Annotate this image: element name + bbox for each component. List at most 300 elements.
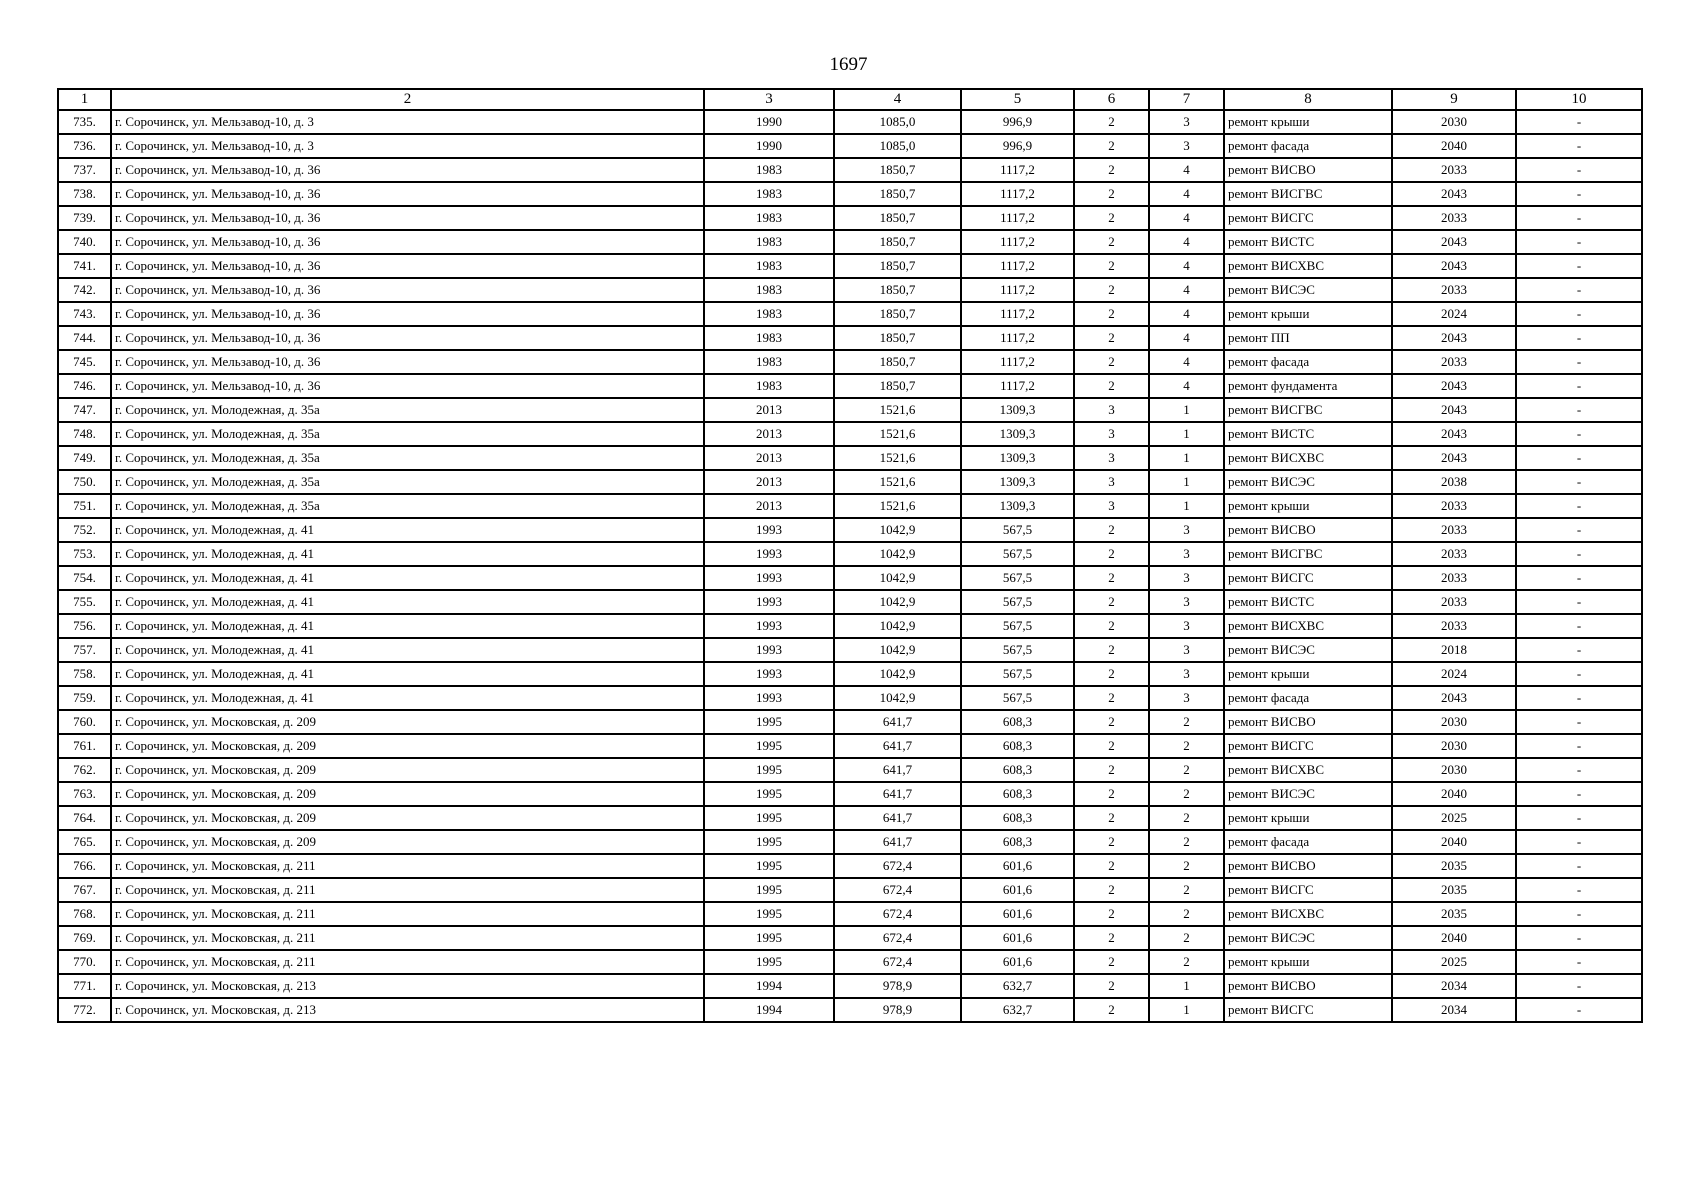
living-area-cell: 1309,3 (961, 398, 1074, 422)
planned-year-cell: 2035 (1392, 854, 1516, 878)
address-cell: г. Сорочинск, ул. Мельзавод-10, д. 36 (111, 326, 704, 350)
floors-cell: 2 (1074, 830, 1149, 854)
column-header: 4 (834, 89, 961, 110)
living-area-cell: 608,3 (961, 758, 1074, 782)
address-cell: г. Сорочинск, ул. Молодежная, д. 41 (111, 662, 704, 686)
planned-year-cell: 2034 (1392, 974, 1516, 998)
total-area-cell: 1042,9 (834, 638, 961, 662)
note-cell: - (1516, 206, 1642, 230)
note-cell: - (1516, 110, 1642, 134)
floors-cell: 2 (1074, 974, 1149, 998)
entrances-cell: 2 (1149, 830, 1224, 854)
floors-cell: 2 (1074, 926, 1149, 950)
work-type-cell: ремонт крыши (1224, 494, 1392, 518)
living-area-cell: 567,5 (961, 518, 1074, 542)
living-area-cell: 1117,2 (961, 206, 1074, 230)
year-cell: 1995 (704, 902, 834, 926)
total-area-cell: 1850,7 (834, 206, 961, 230)
living-area-cell: 601,6 (961, 854, 1074, 878)
planned-year-cell: 2043 (1392, 686, 1516, 710)
year-cell: 1990 (704, 110, 834, 134)
row-number-cell: 740. (58, 230, 111, 254)
planned-year-cell: 2030 (1392, 110, 1516, 134)
work-type-cell: ремонт фасада (1224, 686, 1392, 710)
address-cell: г. Сорочинск, ул. Молодежная, д. 41 (111, 590, 704, 614)
planned-year-cell: 2040 (1392, 134, 1516, 158)
floors-cell: 2 (1074, 734, 1149, 758)
row-number-cell: 737. (58, 158, 111, 182)
note-cell: - (1516, 422, 1642, 446)
planned-year-cell: 2043 (1392, 230, 1516, 254)
note-cell: - (1516, 734, 1642, 758)
year-cell: 1995 (704, 854, 834, 878)
floors-cell: 2 (1074, 182, 1149, 206)
address-cell: г. Сорочинск, ул. Молодежная, д. 35а (111, 494, 704, 518)
note-cell: - (1516, 638, 1642, 662)
table-row (58, 398, 1642, 422)
total-area-cell: 1042,9 (834, 614, 961, 638)
total-area-cell: 672,4 (834, 878, 961, 902)
floors-cell: 2 (1074, 590, 1149, 614)
row-number-cell: 766. (58, 854, 111, 878)
note-cell: - (1516, 518, 1642, 542)
total-area-cell: 1850,7 (834, 374, 961, 398)
entrances-cell: 2 (1149, 950, 1224, 974)
planned-year-cell: 2025 (1392, 950, 1516, 974)
address-cell: г. Сорочинск, ул. Московская, д. 211 (111, 950, 704, 974)
total-area-cell: 672,4 (834, 902, 961, 926)
total-area-cell: 1850,7 (834, 230, 961, 254)
year-cell: 1993 (704, 566, 834, 590)
note-cell: - (1516, 470, 1642, 494)
note-cell: - (1516, 806, 1642, 830)
address-cell: г. Сорочинск, ул. Московская, д. 209 (111, 758, 704, 782)
planned-year-cell: 2043 (1392, 182, 1516, 206)
table-row (58, 638, 1642, 662)
address-cell: г. Сорочинск, ул. Московская, д. 209 (111, 806, 704, 830)
living-area-cell: 1309,3 (961, 422, 1074, 446)
planned-year-cell: 2040 (1392, 782, 1516, 806)
year-cell: 1983 (704, 350, 834, 374)
work-type-cell: ремонт ВИСГВС (1224, 542, 1392, 566)
address-cell: г. Сорочинск, ул. Мельзавод-10, д. 36 (111, 206, 704, 230)
total-area-cell: 1042,9 (834, 662, 961, 686)
address-cell: г. Сорочинск, ул. Молодежная, д. 35а (111, 422, 704, 446)
address-cell: г. Сорочинск, ул. Молодежная, д. 35а (111, 446, 704, 470)
total-area-cell: 1042,9 (834, 566, 961, 590)
floors-cell: 3 (1074, 422, 1149, 446)
work-type-cell: ремонт ВИСГС (1224, 734, 1392, 758)
total-area-cell: 1850,7 (834, 182, 961, 206)
living-area-cell: 601,6 (961, 950, 1074, 974)
planned-year-cell: 2030 (1392, 734, 1516, 758)
note-cell: - (1516, 446, 1642, 470)
entrances-cell: 1 (1149, 470, 1224, 494)
note-cell: - (1516, 614, 1642, 638)
note-cell: - (1516, 998, 1642, 1022)
entrances-cell: 3 (1149, 542, 1224, 566)
floors-cell: 2 (1074, 710, 1149, 734)
floors-cell: 2 (1074, 854, 1149, 878)
living-area-cell: 632,7 (961, 998, 1074, 1022)
repair-schedule-table (57, 88, 1643, 1023)
note-cell: - (1516, 230, 1642, 254)
total-area-cell: 1521,6 (834, 494, 961, 518)
year-cell: 1983 (704, 374, 834, 398)
total-area-cell: 1085,0 (834, 134, 961, 158)
table-row (58, 830, 1642, 854)
work-type-cell: ремонт ВИСВО (1224, 710, 1392, 734)
row-number-cell: 748. (58, 422, 111, 446)
table-row (58, 854, 1642, 878)
floors-cell: 2 (1074, 878, 1149, 902)
year-cell: 1995 (704, 782, 834, 806)
work-type-cell: ремонт ВИСЭС (1224, 782, 1392, 806)
planned-year-cell: 2043 (1392, 326, 1516, 350)
note-cell: - (1516, 182, 1642, 206)
planned-year-cell: 2018 (1392, 638, 1516, 662)
work-type-cell: ремонт ВИСГВС (1224, 182, 1392, 206)
note-cell: - (1516, 782, 1642, 806)
table-row (58, 518, 1642, 542)
entrances-cell: 4 (1149, 206, 1224, 230)
floors-cell: 3 (1074, 494, 1149, 518)
table-body (58, 110, 1642, 1022)
address-cell: г. Сорочинск, ул. Московская, д. 209 (111, 710, 704, 734)
work-type-cell: ремонт ВИСХВС (1224, 446, 1392, 470)
work-type-cell: ремонт ВИСГС (1224, 878, 1392, 902)
note-cell: - (1516, 758, 1642, 782)
note-cell: - (1516, 398, 1642, 422)
floors-cell: 2 (1074, 158, 1149, 182)
row-number-cell: 757. (58, 638, 111, 662)
year-cell: 2013 (704, 470, 834, 494)
floors-cell: 2 (1074, 350, 1149, 374)
address-cell: г. Сорочинск, ул. Мельзавод-10, д. 36 (111, 278, 704, 302)
total-area-cell: 978,9 (834, 974, 961, 998)
column-header: 5 (961, 89, 1074, 110)
note-cell: - (1516, 926, 1642, 950)
year-cell: 1993 (704, 638, 834, 662)
planned-year-cell: 2033 (1392, 350, 1516, 374)
note-cell: - (1516, 710, 1642, 734)
total-area-cell: 1850,7 (834, 254, 961, 278)
work-type-cell: ремонт фасада (1224, 134, 1392, 158)
entrances-cell: 4 (1149, 350, 1224, 374)
year-cell: 1995 (704, 926, 834, 950)
note-cell: - (1516, 326, 1642, 350)
planned-year-cell: 2035 (1392, 902, 1516, 926)
column-header: 10 (1516, 89, 1642, 110)
address-cell: г. Сорочинск, ул. Мельзавод-10, д. 36 (111, 182, 704, 206)
year-cell: 2013 (704, 398, 834, 422)
table-row (58, 542, 1642, 566)
row-number-cell: 746. (58, 374, 111, 398)
planned-year-cell: 2034 (1392, 998, 1516, 1022)
total-area-cell: 1042,9 (834, 518, 961, 542)
living-area-cell: 567,5 (961, 614, 1074, 638)
page-number: 1697 (829, 54, 868, 75)
table-row (58, 326, 1642, 350)
entrances-cell: 4 (1149, 182, 1224, 206)
work-type-cell: ремонт ВИСЭС (1224, 470, 1392, 494)
table-row (58, 302, 1642, 326)
planned-year-cell: 2024 (1392, 302, 1516, 326)
living-area-cell: 601,6 (961, 878, 1074, 902)
total-area-cell: 1521,6 (834, 446, 961, 470)
row-number-cell: 743. (58, 302, 111, 326)
column-header: 8 (1224, 89, 1392, 110)
year-cell: 1983 (704, 230, 834, 254)
year-cell: 1993 (704, 614, 834, 638)
living-area-cell: 1309,3 (961, 446, 1074, 470)
total-area-cell: 1042,9 (834, 686, 961, 710)
table-row (58, 182, 1642, 206)
table-row (58, 422, 1642, 446)
entrances-cell: 3 (1149, 110, 1224, 134)
planned-year-cell: 2024 (1392, 662, 1516, 686)
table-row (58, 494, 1642, 518)
total-area-cell: 1521,6 (834, 470, 961, 494)
note-cell: - (1516, 590, 1642, 614)
address-cell: г. Сорочинск, ул. Мельзавод-10, д. 36 (111, 254, 704, 278)
column-header: 3 (704, 89, 834, 110)
note-cell: - (1516, 302, 1642, 326)
work-type-cell: ремонт ВИСТС (1224, 422, 1392, 446)
address-cell: г. Сорочинск, ул. Молодежная, д. 35а (111, 398, 704, 422)
living-area-cell: 1117,2 (961, 254, 1074, 278)
entrances-cell: 3 (1149, 518, 1224, 542)
total-area-cell: 641,7 (834, 710, 961, 734)
entrances-cell: 4 (1149, 254, 1224, 278)
note-cell: - (1516, 830, 1642, 854)
note-cell: - (1516, 350, 1642, 374)
row-number-cell: 759. (58, 686, 111, 710)
note-cell: - (1516, 542, 1642, 566)
work-type-cell: ремонт ВИСТС (1224, 590, 1392, 614)
entrances-cell: 1 (1149, 398, 1224, 422)
entrances-cell: 1 (1149, 998, 1224, 1022)
total-area-cell: 1850,7 (834, 278, 961, 302)
note-cell: - (1516, 878, 1642, 902)
row-number-cell: 738. (58, 182, 111, 206)
address-cell: г. Сорочинск, ул. Московская, д. 209 (111, 782, 704, 806)
entrances-cell: 3 (1149, 590, 1224, 614)
column-header: 2 (111, 89, 704, 110)
planned-year-cell: 2033 (1392, 566, 1516, 590)
address-cell: г. Сорочинск, ул. Московская, д. 209 (111, 830, 704, 854)
work-type-cell: ремонт ВИСХВС (1224, 902, 1392, 926)
planned-year-cell: 2043 (1392, 254, 1516, 278)
year-cell: 1995 (704, 830, 834, 854)
work-type-cell: ремонт ПП (1224, 326, 1392, 350)
address-cell: г. Сорочинск, ул. Молодежная, д. 41 (111, 566, 704, 590)
entrances-cell: 4 (1149, 158, 1224, 182)
work-type-cell: ремонт ВИСТС (1224, 230, 1392, 254)
planned-year-cell: 2033 (1392, 206, 1516, 230)
floors-cell: 2 (1074, 206, 1149, 230)
living-area-cell: 1117,2 (961, 350, 1074, 374)
planned-year-cell: 2030 (1392, 758, 1516, 782)
table-row (58, 254, 1642, 278)
entrances-cell: 4 (1149, 278, 1224, 302)
year-cell: 2013 (704, 494, 834, 518)
work-type-cell: ремонт крыши (1224, 950, 1392, 974)
table-row (58, 278, 1642, 302)
total-area-cell: 672,4 (834, 950, 961, 974)
address-cell: г. Сорочинск, ул. Молодежная, д. 41 (111, 638, 704, 662)
floors-cell: 2 (1074, 518, 1149, 542)
living-area-cell: 567,5 (961, 638, 1074, 662)
work-type-cell: ремонт фундамента (1224, 374, 1392, 398)
floors-cell: 2 (1074, 806, 1149, 830)
living-area-cell: 608,3 (961, 806, 1074, 830)
note-cell: - (1516, 686, 1642, 710)
total-area-cell: 978,9 (834, 998, 961, 1022)
floors-cell: 2 (1074, 662, 1149, 686)
planned-year-cell: 2038 (1392, 470, 1516, 494)
work-type-cell: ремонт ВИСГС (1224, 566, 1392, 590)
planned-year-cell: 2040 (1392, 830, 1516, 854)
living-area-cell: 567,5 (961, 686, 1074, 710)
living-area-cell: 1117,2 (961, 158, 1074, 182)
year-cell: 1993 (704, 518, 834, 542)
living-area-cell: 1117,2 (961, 278, 1074, 302)
table-row (58, 950, 1642, 974)
address-cell: г. Сорочинск, ул. Мельзавод-10, д. 36 (111, 374, 704, 398)
planned-year-cell: 2033 (1392, 278, 1516, 302)
table-row (58, 710, 1642, 734)
planned-year-cell: 2043 (1392, 398, 1516, 422)
year-cell: 1994 (704, 998, 834, 1022)
table-row (58, 230, 1642, 254)
address-cell: г. Сорочинск, ул. Молодежная, д. 41 (111, 542, 704, 566)
row-number-cell: 744. (58, 326, 111, 350)
note-cell: - (1516, 158, 1642, 182)
table-row (58, 926, 1642, 950)
address-cell: г. Сорочинск, ул. Мельзавод-10, д. 3 (111, 110, 704, 134)
total-area-cell: 1850,7 (834, 302, 961, 326)
planned-year-cell: 2025 (1392, 806, 1516, 830)
work-type-cell: ремонт ВИСВО (1224, 974, 1392, 998)
year-cell: 1994 (704, 974, 834, 998)
row-number-cell: 735. (58, 110, 111, 134)
living-area-cell: 996,9 (961, 134, 1074, 158)
table-row (58, 470, 1642, 494)
planned-year-cell: 2033 (1392, 614, 1516, 638)
column-header: 1 (58, 89, 111, 110)
work-type-cell: ремонт ВИСВО (1224, 158, 1392, 182)
planned-year-cell: 2033 (1392, 590, 1516, 614)
year-cell: 1983 (704, 206, 834, 230)
table-row (58, 110, 1642, 134)
entrances-cell: 2 (1149, 782, 1224, 806)
row-number-cell: 771. (58, 974, 111, 998)
address-cell: г. Сорочинск, ул. Московская, д. 211 (111, 902, 704, 926)
year-cell: 1995 (704, 950, 834, 974)
row-number-cell: 747. (58, 398, 111, 422)
year-cell: 1993 (704, 590, 834, 614)
work-type-cell: ремонт ВИСЭС (1224, 926, 1392, 950)
row-number-cell: 755. (58, 590, 111, 614)
entrances-cell: 2 (1149, 902, 1224, 926)
address-cell: г. Сорочинск, ул. Молодежная, д. 35а (111, 470, 704, 494)
row-number-cell: 739. (58, 206, 111, 230)
entrances-cell: 3 (1149, 662, 1224, 686)
living-area-cell: 632,7 (961, 974, 1074, 998)
row-number-cell: 753. (58, 542, 111, 566)
year-cell: 1995 (704, 878, 834, 902)
planned-year-cell: 2035 (1392, 878, 1516, 902)
work-type-cell: ремонт крыши (1224, 302, 1392, 326)
living-area-cell: 1309,3 (961, 494, 1074, 518)
address-cell: г. Сорочинск, ул. Московская, д. 213 (111, 998, 704, 1022)
work-type-cell: ремонт ВИСГС (1224, 998, 1392, 1022)
living-area-cell: 601,6 (961, 926, 1074, 950)
planned-year-cell: 2043 (1392, 374, 1516, 398)
address-cell: г. Сорочинск, ул. Московская, д. 211 (111, 926, 704, 950)
note-cell: - (1516, 134, 1642, 158)
header-row (58, 89, 1642, 110)
row-number-cell: 754. (58, 566, 111, 590)
floors-cell: 2 (1074, 998, 1149, 1022)
year-cell: 1983 (704, 158, 834, 182)
total-area-cell: 641,7 (834, 806, 961, 830)
note-cell: - (1516, 254, 1642, 278)
address-cell: г. Сорочинск, ул. Московская, д. 213 (111, 974, 704, 998)
entrances-cell: 3 (1149, 614, 1224, 638)
work-type-cell: ремонт ВИСВО (1224, 518, 1392, 542)
entrances-cell: 3 (1149, 686, 1224, 710)
table-row (58, 902, 1642, 926)
year-cell: 1983 (704, 254, 834, 278)
row-number-cell: 756. (58, 614, 111, 638)
address-cell: г. Сорочинск, ул. Московская, д. 211 (111, 878, 704, 902)
row-number-cell: 767. (58, 878, 111, 902)
entrances-cell: 1 (1149, 422, 1224, 446)
row-number-cell: 760. (58, 710, 111, 734)
work-type-cell: ремонт ВИСХВС (1224, 614, 1392, 638)
address-cell: г. Сорочинск, ул. Молодежная, д. 41 (111, 614, 704, 638)
living-area-cell: 608,3 (961, 710, 1074, 734)
table-row (58, 158, 1642, 182)
table-row (58, 350, 1642, 374)
floors-cell: 2 (1074, 254, 1149, 278)
address-cell: г. Сорочинск, ул. Молодежная, д. 41 (111, 686, 704, 710)
total-area-cell: 641,7 (834, 734, 961, 758)
year-cell: 1993 (704, 542, 834, 566)
total-area-cell: 1850,7 (834, 158, 961, 182)
floors-cell: 2 (1074, 782, 1149, 806)
living-area-cell: 1117,2 (961, 230, 1074, 254)
floors-cell: 3 (1074, 446, 1149, 470)
entrances-cell: 4 (1149, 230, 1224, 254)
planned-year-cell: 2033 (1392, 518, 1516, 542)
planned-year-cell: 2033 (1392, 542, 1516, 566)
address-cell: г. Сорочинск, ул. Мельзавод-10, д. 36 (111, 158, 704, 182)
table-row (58, 566, 1642, 590)
row-number-cell: 761. (58, 734, 111, 758)
total-area-cell: 641,7 (834, 758, 961, 782)
work-type-cell: ремонт ВИСГВС (1224, 398, 1392, 422)
planned-year-cell: 2043 (1392, 446, 1516, 470)
work-type-cell: ремонт ВИСХВС (1224, 254, 1392, 278)
living-area-cell: 567,5 (961, 542, 1074, 566)
table-row (58, 758, 1642, 782)
year-cell: 2013 (704, 446, 834, 470)
address-cell: г. Сорочинск, ул. Мельзавод-10, д. 36 (111, 302, 704, 326)
table-row (58, 590, 1642, 614)
